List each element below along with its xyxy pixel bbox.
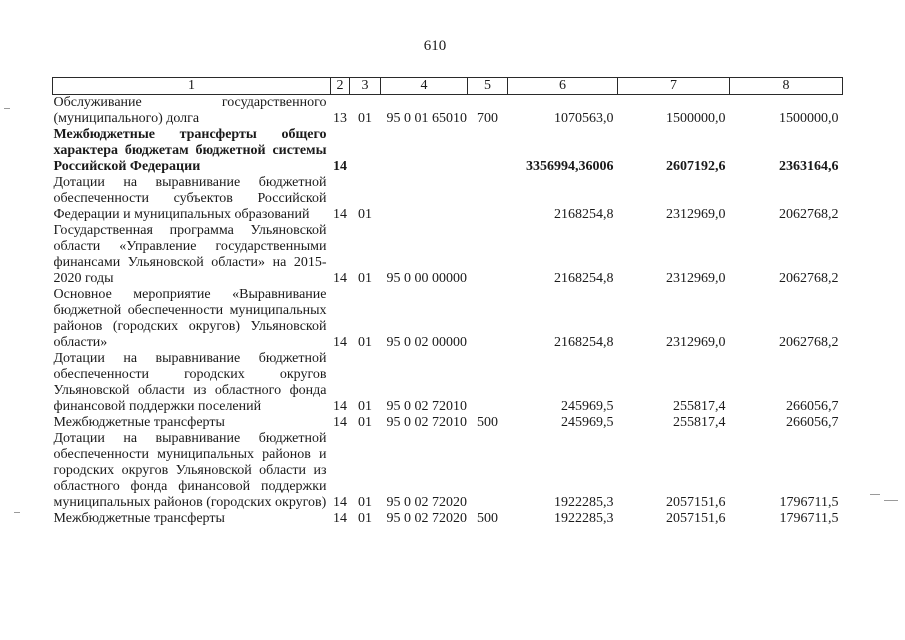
table-row (53, 511, 843, 527)
target-article-code (381, 175, 468, 223)
header-cell: 3 (350, 78, 381, 95)
subsection-code: 01 (358, 335, 372, 350)
header-cell: 1 (53, 78, 331, 95)
page-number: 610 (423, 38, 447, 54)
header-row (53, 78, 843, 95)
amount-col6: 3356994,36006 (526, 159, 614, 174)
table-row (53, 415, 843, 431)
amount-col8: 1500000,0 (779, 111, 839, 126)
target-article-code: 95 0 02 72020 (386, 495, 467, 510)
amount-col7: 255817,4 (673, 415, 726, 430)
header-cell: 7 (618, 78, 730, 95)
header-cell: 2 (331, 78, 350, 95)
section-code: 14 (333, 399, 347, 414)
target-article-code (381, 127, 468, 175)
amount-col8: 2363164,6 (779, 159, 839, 174)
amount-col8: 1796711,5 (779, 495, 839, 510)
amount-col7: 2312969,0 (666, 335, 726, 350)
expense-type-code (468, 351, 508, 415)
amount-col7: 2607192,6 (666, 159, 726, 174)
table-row (53, 351, 843, 415)
row-name: Дотации на выравнивание бюджетной обеспеченности субъектов Российской Федерации и муниципальных образований (53, 175, 327, 222)
subsection-code: 01 (358, 111, 372, 126)
budget-table (52, 77, 843, 527)
scan-mark (14, 512, 20, 513)
scan-mark (4, 108, 10, 109)
expense-type-code (468, 175, 508, 223)
header-cell: 6 (508, 78, 618, 95)
table-row (53, 223, 843, 287)
expense-type-code: 500 (477, 511, 498, 526)
section-code: 14 (333, 495, 347, 510)
section-code: 14 (333, 335, 347, 350)
section-code: 13 (333, 111, 347, 126)
section-code: 14 (333, 207, 347, 222)
row-name: Межбюджетные трансферты общего характера бюджетам бюджетной системы Российской Федерации (53, 127, 327, 174)
section-code: 14 (333, 271, 347, 286)
target-article-code: 95 0 02 72010 (386, 399, 467, 414)
target-article-code: 95 0 01 65010 (386, 111, 467, 126)
table-row (53, 95, 843, 128)
amount-col8: 266056,7 (786, 399, 839, 414)
subsection-code (350, 127, 381, 175)
amount-col6: 2168254,8 (554, 271, 614, 286)
expense-type-code: 700 (477, 111, 498, 126)
row-name: Основное мероприятие «Выравнивание бюджетной обеспеченности муниципальных районов (городских округов) Ульяновской области» (53, 287, 327, 350)
row-name: Дотации на выравнивание бюджетной обеспеченности городских округов Ульяновской области из областного фонда финансовой поддержки поселений (53, 351, 327, 414)
amount-col6: 2168254,8 (554, 207, 614, 222)
target-article-code: 95 0 02 72020 (386, 511, 467, 526)
table-row (53, 431, 843, 511)
expense-type-code: 500 (477, 415, 498, 430)
amount-col8: 1796711,5 (779, 511, 839, 526)
amount-col6: 1070563,0 (554, 111, 614, 126)
amount-col8: 2062768,2 (779, 335, 839, 350)
row-name: Государственная программа Ульяновской области «Управление государственными финансами Ульяновской области» на 2015-2020 годы (53, 223, 327, 286)
amount-col8: 2062768,2 (779, 271, 839, 286)
target-article-code: 95 0 02 00000 (386, 335, 467, 350)
scan-mark (884, 500, 898, 501)
amount-col7: 1500000,0 (666, 111, 726, 126)
section-code: 14 (333, 159, 347, 174)
row-name: Межбюджетные трансферты (53, 511, 225, 526)
amount-col6: 1922285,3 (554, 511, 614, 526)
row-name: Обслуживание государственного (муниципального) долга (53, 95, 327, 126)
table-body (53, 95, 843, 528)
amount-col7: 2312969,0 (666, 207, 726, 222)
table-row (53, 175, 843, 223)
expense-type-code (468, 223, 508, 287)
table-row (53, 127, 843, 175)
section-code: 14 (333, 415, 347, 430)
row-name: Межбюджетные трансферты (53, 415, 225, 430)
subsection-code: 01 (358, 207, 372, 222)
expense-type-code (468, 127, 508, 175)
target-article-code: 95 0 02 72010 (386, 415, 467, 430)
subsection-code: 01 (358, 271, 372, 286)
amount-col6: 1922285,3 (554, 495, 614, 510)
target-article-code: 95 0 00 00000 (386, 271, 467, 286)
amount-col7: 2057151,6 (666, 495, 726, 510)
header-cell: 4 (381, 78, 468, 95)
expense-type-code (468, 431, 508, 511)
row-name: Дотации на выравнивание бюджетной обеспеченности муниципальных районов и городских округов Ульяновской области из областного фонда финансовой поддержки муниципальных районов (городских округов) (53, 431, 327, 510)
expense-type-code (468, 287, 508, 351)
amount-col7: 255817,4 (673, 399, 726, 414)
table-row (53, 287, 843, 351)
section-code: 14 (333, 511, 347, 526)
amount-col6: 245969,5 (561, 399, 614, 414)
subsection-code: 01 (358, 511, 372, 526)
subsection-code: 01 (358, 399, 372, 414)
amount-col8: 266056,7 (786, 415, 839, 430)
amount-col6: 2168254,8 (554, 335, 614, 350)
subsection-code: 01 (358, 495, 372, 510)
amount-col7: 2057151,6 (666, 511, 726, 526)
amount-col6: 245969,5 (561, 415, 614, 430)
header-cell: 8 (730, 78, 843, 95)
scan-mark (870, 494, 880, 495)
subsection-code: 01 (358, 415, 372, 430)
header-cell: 5 (468, 78, 508, 95)
amount-col8: 2062768,2 (779, 207, 839, 222)
amount-col7: 2312969,0 (666, 271, 726, 286)
